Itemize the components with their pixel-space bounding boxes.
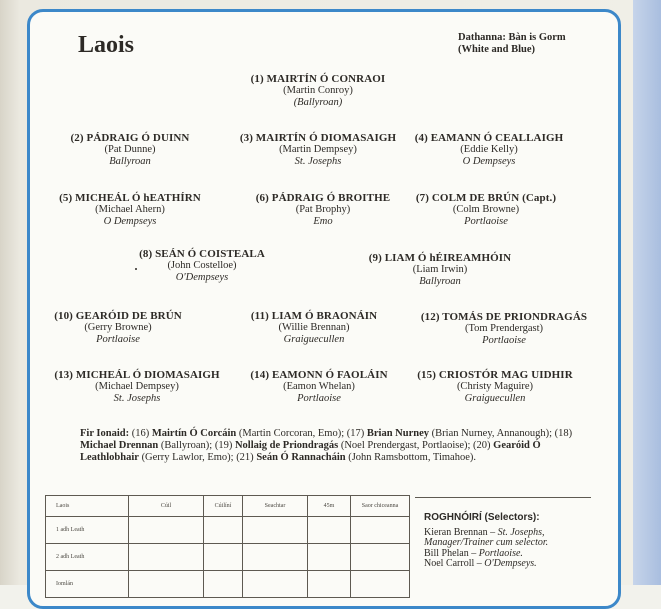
player-english-name: (Liam Irwin) [412, 264, 468, 275]
score-cell[interactable] [351, 544, 410, 571]
player-club: O Dempseys [103, 216, 157, 227]
player-english-name: (Christy Maguire) [456, 381, 534, 392]
score-row [46, 544, 410, 571]
player-club: O'Dempseys [175, 272, 229, 283]
player-club: Portlaoise [297, 393, 341, 404]
team-title: Laois [78, 32, 135, 58]
score-row [46, 571, 410, 598]
player-irish-name: (8) SEÁN Ó COISTEALA [139, 248, 265, 260]
player-14 [224, 369, 414, 405]
player-irish-name: (7) COLM DE BRÚN (Capt.) [415, 192, 557, 204]
player-9 [345, 252, 535, 288]
player-english-name: (Gerry Browne) [84, 322, 152, 333]
selector-club: St. Josephs, [497, 526, 545, 538]
colours-english: (White and Blue) [458, 44, 536, 55]
score-cell[interactable] [129, 544, 204, 571]
sub-detail: (Ballyroan); (19) [158, 440, 235, 451]
substitutes-list [80, 428, 575, 464]
team-colours [458, 32, 588, 56]
player-1 [223, 73, 413, 109]
player-club: Ballyroan [419, 276, 461, 287]
score-row-label: 2 adh Leath [46, 544, 129, 571]
player-club: O Dempseys [462, 156, 516, 167]
player-irish-name: (14) EAMONN Ó FAOLÁIN [250, 369, 388, 381]
player-club: (Ballyroan) [293, 97, 343, 108]
player-4 [394, 132, 584, 168]
player-irish-name: (12) TOMÁS DE PRIONDRAGÁS [420, 311, 588, 323]
player-club: St. Josephs [113, 393, 161, 404]
score-cell[interactable] [308, 571, 351, 598]
player-club: Portlaoise [482, 335, 526, 346]
score-header-frees: Seachtar [243, 496, 308, 517]
player-13 [42, 369, 232, 405]
player-english-name: (Pat Dunne) [104, 144, 156, 155]
substitutes-label: Fir Ionaid: [80, 428, 130, 439]
selectors-block [424, 513, 594, 570]
player-irish-name: (5) MICHEÁL Ó hEATHÍRN [59, 192, 201, 204]
player-english-name: (Eamon Whelan) [283, 381, 355, 392]
player-6 [228, 192, 418, 228]
player-irish-name: (15) CRIOSTÓR MAG UIDHIR [417, 369, 573, 381]
score-header-45m: 45m [308, 496, 351, 517]
score-cell[interactable] [351, 571, 410, 598]
score-cell[interactable] [243, 517, 308, 544]
score-header-row [46, 496, 410, 517]
sub-detail: (John Ramsbottom, Timahoe). [345, 452, 476, 463]
player-irish-name: (6) PÁDRAIG Ó BROITHE [255, 192, 391, 204]
player-irish-name: (10) GEARÓID DE BRÚN [54, 310, 182, 322]
selectors-title: ROGHNÓIRÍ (Selectors): [424, 512, 540, 523]
player-club: St. Josephs [294, 156, 342, 167]
score-header-sideline: Saor chiceanna [351, 496, 410, 517]
score-cell[interactable] [204, 571, 243, 598]
player-club: Portlaoise [96, 334, 140, 345]
player-english-name: (Martin Dempsey) [279, 144, 357, 155]
sub-detail: (Brian Nurney, Annanough); (18) [429, 428, 573, 439]
score-header-goals: Cúil [129, 496, 204, 517]
player-8 [107, 248, 297, 284]
selector-name: Kieran Brennan – [424, 526, 498, 538]
print-speck [135, 268, 137, 270]
sub-name: Michael Drennan [80, 440, 159, 451]
sub-name: Seán Ó Rannacháin [256, 452, 346, 463]
player-2 [35, 132, 225, 168]
sub-name: Brian Nurney [366, 428, 430, 439]
page-edge [633, 0, 661, 585]
score-card-table [45, 495, 410, 598]
score-cell[interactable] [351, 517, 410, 544]
score-cell[interactable] [129, 571, 204, 598]
selector-club: O'Dempseys. [484, 558, 537, 569]
score-cell[interactable] [243, 544, 308, 571]
sub-name: Mairtín Ó Corcáin [151, 428, 237, 439]
score-cell[interactable] [204, 544, 243, 571]
player-club: Portlaoise [464, 216, 508, 227]
score-row-label: 1 adh Leath [46, 517, 129, 544]
player-club: Emo [313, 216, 333, 227]
selector-name: Bill Phelan – [424, 547, 479, 559]
player-english-name: (Michael Dempsey) [95, 381, 179, 392]
player-english-name: (Pat Brophy) [295, 204, 351, 215]
player-irish-name: (13) MICHEÁL Ó DIOMASAIGH [54, 369, 220, 381]
player-irish-name: (4) EAMANN Ó CEALLAIGH [414, 132, 564, 144]
score-cell[interactable] [243, 571, 308, 598]
score-cell[interactable] [308, 517, 351, 544]
player-irish-name: (9) LIAM Ó hÉIREAMHÓIN [368, 252, 512, 264]
player-club: Ballyroan [109, 156, 151, 167]
player-7 [391, 192, 581, 228]
player-english-name: (Tom Prendergast) [464, 323, 544, 334]
colours-irish: Dathanna: Bàn is Gorm [458, 32, 566, 43]
player-english-name: (John Costelloe) [167, 260, 237, 271]
player-club: Graiguecullen [283, 334, 345, 345]
score-cell[interactable] [308, 544, 351, 571]
selector-line [424, 559, 594, 570]
player-english-name: (Eddie Kelly) [460, 144, 518, 155]
player-11 [219, 310, 409, 346]
score-cell[interactable] [129, 517, 204, 544]
player-english-name: (Colm Browne) [452, 204, 520, 215]
player-12 [409, 311, 599, 347]
player-3 [223, 132, 413, 168]
player-club: Graiguecullen [464, 393, 526, 404]
selector-club: Portlaoise. [478, 547, 523, 559]
player-irish-name: (11) LIAM Ó BRAONÁIN [250, 310, 378, 322]
selector-role: Manager/Trainer cum selector. [424, 537, 549, 548]
score-cell[interactable] [204, 517, 243, 544]
sub-detail: (Martin Corcoran, Emo); (17) [236, 428, 367, 439]
score-row [46, 517, 410, 544]
sub-number: (16) [129, 428, 152, 439]
player-irish-name: (1) MAIRTÍN Ó CONRAOI [250, 73, 386, 85]
score-header-points: Cúilíní [204, 496, 243, 517]
sub-name: Nollaig de Priondragás [234, 440, 339, 451]
sub-name: Gearóid Ó Leathlobhair [80, 440, 541, 463]
selectors-divider [415, 497, 591, 498]
player-10 [23, 310, 213, 346]
score-row-label: Iomlán [46, 571, 129, 598]
player-english-name: (Willie Brennan) [278, 322, 350, 333]
player-english-name: (Michael Ahern) [95, 204, 165, 215]
player-irish-name: (2) PÁDRAIG Ó DUINN [70, 132, 190, 144]
score-header-team: Laois [46, 496, 129, 517]
player-5 [35, 192, 225, 228]
sub-detail: (Noel Prendergast, Portlaoise); (20) [338, 440, 494, 451]
selector-name: Noel Carroll – [424, 558, 485, 569]
sub-detail: (Gerry Lawlor, Emo); (21) [138, 452, 257, 463]
player-irish-name: (3) MAIRTÍN Ó DIOMASAIGH [239, 132, 397, 144]
player-15 [400, 369, 590, 405]
player-english-name: (Martin Conroy) [283, 85, 353, 96]
